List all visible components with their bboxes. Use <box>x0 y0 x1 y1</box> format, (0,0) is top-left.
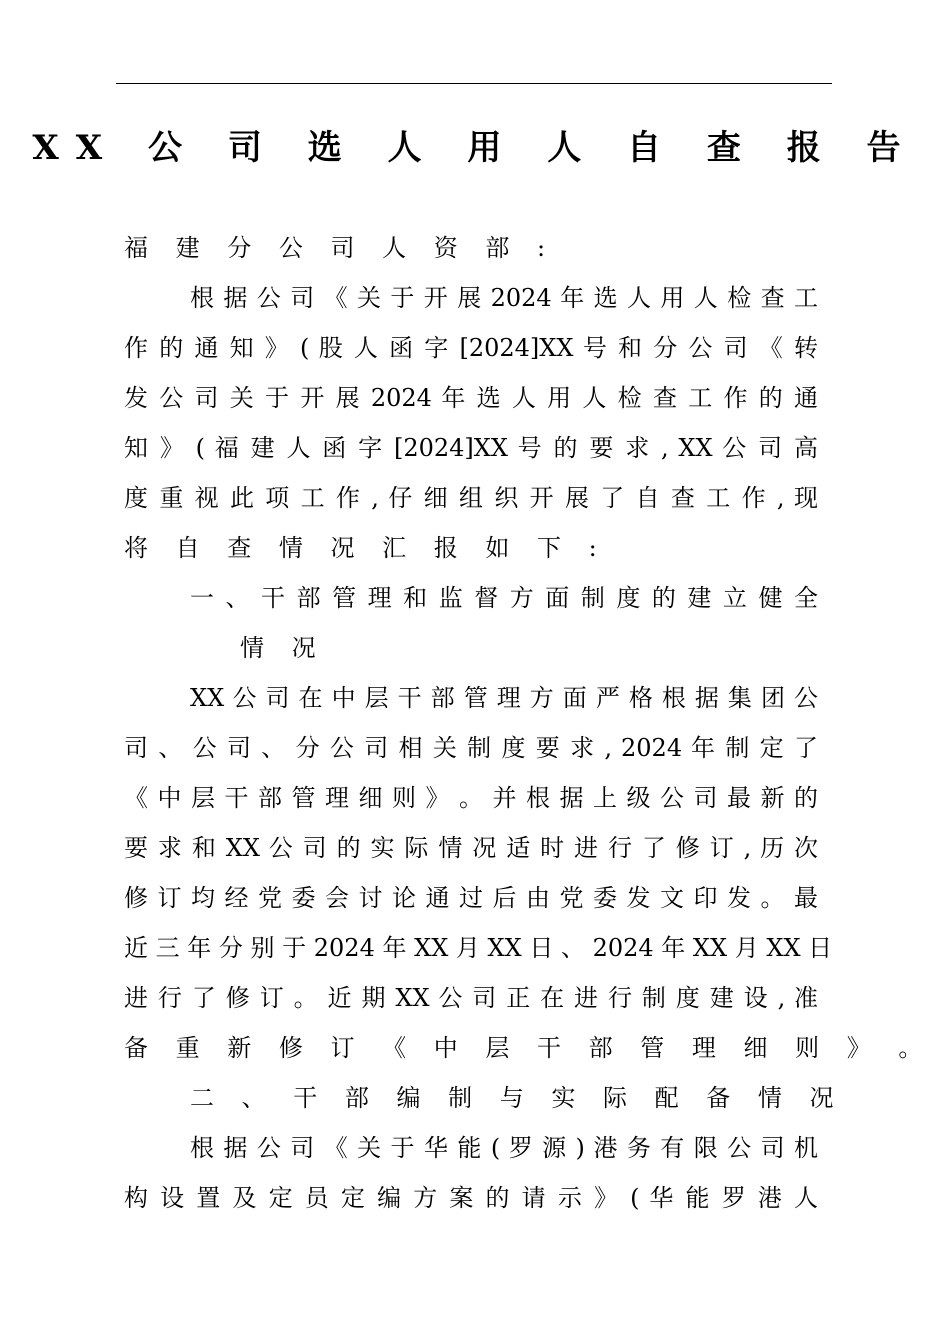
paragraph-line: 近 三 年 分 别 于 2024 年 XX 月 XX 日 、 2024 年 XX 月 XX 日 <box>124 934 833 962</box>
paragraph-line: 备 重 新 修 订 《 中 层 干 部 管 理 细 则 》 。 <box>124 1034 933 1062</box>
paragraph-line: 发 公 司 关 于 开 展 2024 年 选 人 用 人 检 查 工 作 的 通 <box>124 384 818 412</box>
section-heading-1-cont: 情 况 <box>240 634 326 662</box>
paragraph-line: 根 据 公 司 《 关 于 华 能 ( 罗 源 ) 港 务 有 限 公 司 机 <box>190 1134 818 1162</box>
paragraph-line: 度 重 视 此 项 工 作 , 仔 细 组 织 开 展 了 自 查 工 作 , 现 <box>124 484 818 512</box>
paragraph-line: XX 公 司 在 中 层 干 部 管 理 方 面 严 格 根 据 集 团 公 <box>190 684 818 712</box>
header-rule <box>116 83 832 84</box>
paragraph-line: 知 》 ( 福 建 人 函 字 [2024]XX 号 的 要 求 , XX 公 司 高 <box>124 434 818 462</box>
paragraph-line: 要 求 和 XX 公 司 的 实 际 情 况 适 时 进 行 了 修 订 , 历 次 <box>124 834 818 862</box>
section-heading-1: 一 、 干 部 管 理 和 监 督 方 面 制 度 的 建 立 健 全 <box>190 584 818 612</box>
paragraph-line: 司 、 公 司 、 分 公 司 相 关 制 度 要 求 , 2024 年 制 定 了 <box>124 734 818 762</box>
paragraph-line: 修 订 均 经 党 委 会 讨 论 通 过 后 由 党 委 发 文 印 发 。 最 <box>124 884 818 912</box>
paragraph-line: 构 设 置 及 定 员 定 编 方 案 的 请 示 》 ( 华 能 罗 港 人 <box>124 1184 818 1212</box>
salutation: 福 建 分 公 司 人 资 部 : <box>124 234 556 262</box>
document-title: XX 公 司 选 人 用 人 自 查 报 告 <box>32 128 918 168</box>
section-heading-2: 二 、 干 部 编 制 与 实 际 配 备 情 况 <box>190 1084 844 1112</box>
paragraph-line: 进 行 了 修 订 。 近 期 XX 公 司 正 在 进 行 制 度 建 设 , 准 <box>124 984 818 1012</box>
paragraph-line: 《 中 层 干 部 管 理 细 则 》 。 并 根 据 上 级 公 司 最 新 的 <box>124 784 818 812</box>
paragraph-line: 作 的 通 知 》 ( 股 人 函 字 [2024]XX 号 和 分 公 司 《 转 <box>124 334 818 362</box>
paragraph-line: 根 据 公 司 《 关 于 开 展 2024 年 选 人 用 人 检 查 工 <box>190 284 818 312</box>
paragraph-line: 将 自 查 情 况 汇 报 如 下 : <box>124 534 607 562</box>
